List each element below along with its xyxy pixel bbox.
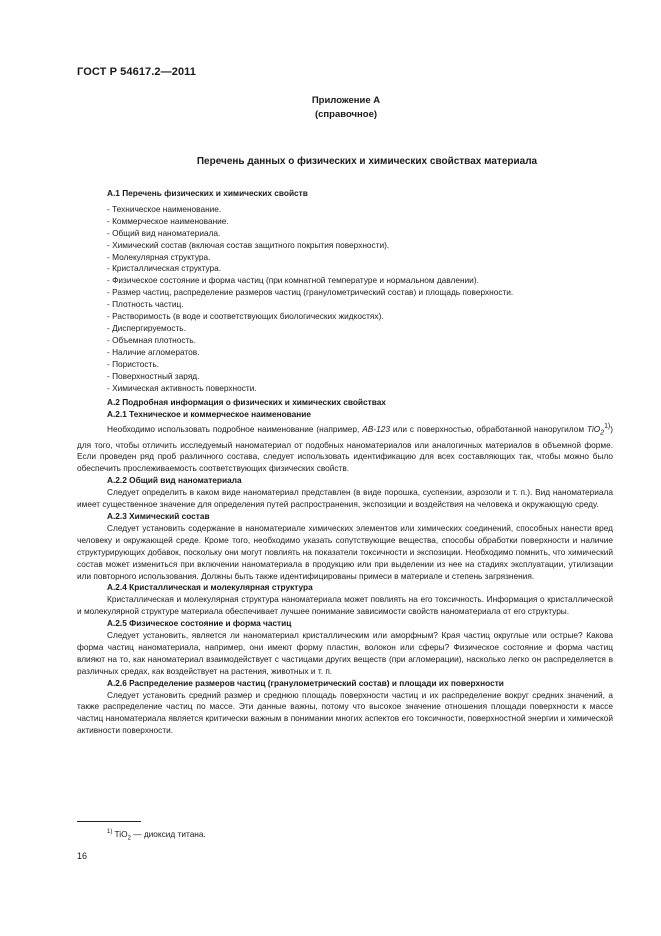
document-code-header: ГОСТ Р 54617.2—2011	[77, 66, 197, 78]
subsection-a21-text	[77, 421, 613, 475]
chemical-formula	[586, 423, 605, 437]
formula-subscript: 2	[127, 835, 131, 842]
list-item: - Кристаллическая структура.	[107, 263, 222, 274]
footnote	[107, 829, 206, 842]
list-item: - Растворимость (в воде и соответствующих биологических жидкостях).	[107, 311, 384, 322]
subsection-a22-text: Следует определить в каком виде наноматериал представлен (в виде порошка, суспензии, аэрозоли и т. п.). Вид наноматериала имеет существенное значение для определения путей распространения, экспозиции и воздействия на человека и окружающую среду.	[77, 487, 613, 510]
list-item: - Наличие агломератов.	[107, 346, 200, 357]
list-item: - Физическое состояние и форма частиц (при комнатной температуре и нормальном давлении).	[107, 275, 479, 286]
footnote-mark: 1)	[107, 829, 113, 836]
list-item: - Молекулярная структура.	[107, 251, 211, 262]
subsection-a23-text: Следует установить содержание в наноматериале химических элементов или химических соединений, способных нанести вред человеку и окружающей среде. Кроме того, необходимо указать сопутствующие вещества, способы обработки поверхности и наличие структурирующих добавок, поскольку они могут повлиять на показатели токсичности и экспозиции. Необходимо помнить, что химический состав может измениться при включении наноматериала в продукцию или при выделении из нее на стадиях эксплуатации, утилизации или повторного использования. Должны быть также идентифицированы примеси в материале и степень загрязнения.	[77, 522, 613, 581]
footnote-text: — диоксид титана.	[130, 829, 206, 839]
list-item: - Химический состав (включая состав защитного покрытия поверхности).	[107, 239, 390, 250]
appendix-label	[300, 94, 392, 122]
subsection-a23-heading: А.2.3 Химический состав	[107, 510, 210, 521]
section-a2-heading: А.2 Подробная информация о физических и химических свойствах	[107, 397, 386, 408]
list-item: - Пористость.	[107, 358, 159, 369]
subsection-a26-heading: А.2.6 Распределение размеров частиц (гранулометрический состав) и площади их поверхности	[107, 677, 504, 688]
footnote-divider	[77, 821, 141, 822]
list-item: - Общий вид наноматериала.	[107, 227, 221, 238]
formula-main: TiO	[114, 829, 128, 839]
subsection-a26-text: Следует установить средний размер и среднюю площадь поверхности частиц и их распределение вокруг средних значений, а также распределение частиц по массе. Эти данные важны, потому что высокое значение отношения площади поверхности к массе частиц наноматериала является критически важным в понимании многих аспектов его токсичности, поверхностной энергии и химической активности поверхности.	[77, 689, 613, 736]
subsection-a24-heading: А.2.4 Кристаллическая и молекулярная структура	[107, 582, 313, 593]
subsection-a25-heading: А.2.5 Физическое состояние и форма частиц	[107, 618, 292, 629]
list-item: - Диспергируемость.	[107, 322, 186, 333]
list-item: - Объемная плотность.	[107, 334, 196, 345]
list-item: - Химическая активность поверхности.	[107, 382, 257, 393]
list-item: - Плотность частиц.	[107, 299, 184, 310]
formula-subscript: 2	[600, 429, 605, 437]
section-a1-heading: А.1 Перечень физических и химических свойств	[107, 188, 308, 198]
subsection-a21-heading: А.2.1 Техническое и коммерческое наименование	[107, 409, 312, 420]
text-fragment: Необходимо использовать подробное наименование (например,	[107, 423, 363, 434]
subsection-a22-heading: А.2.2 Общий вид наноматериала	[107, 475, 242, 486]
page-title: Перечень данных о физических и химических свойствах материала	[196, 156, 538, 167]
formula-main: TiO	[586, 423, 601, 434]
page-number: 16	[77, 851, 88, 861]
appendix-subtitle: (справочное)	[314, 109, 378, 120]
property-list	[77, 204, 613, 395]
list-item: - Коммерческое наименование.	[107, 215, 229, 226]
footnote-reference[interactable]: 1)	[604, 423, 611, 431]
subsection-a24-text: Кристаллическая и молекулярная структура наноматериала может повлиять на его токсичность. Информация о кристаллической и молекулярной структуре материала обеспечивает лучшее понимание зависимости свойств наноматериала от его структуры.	[77, 594, 613, 617]
list-item: - Поверхностный заряд.	[107, 370, 200, 381]
text-fragment: ) для того, чтобы отличить исследуемый наноматериал от подобных наноматериалов или аналогичных материалов в объемной форме. Если проведен ряд проб различного состава, следует использовать идентификацию для всех составляющих так, чтобы можно было обеспечить прослеживаемость соответствующих физических свойств.	[77, 423, 614, 474]
document-body	[77, 186, 613, 737]
example-name: АВ-123	[362, 423, 390, 434]
subsection-a25-text: Следует установить, является ли наноматериал кристаллическим или аморфным? Края частиц округлые или острые? Какова форма частиц наноматериала, например, они имеют форму пластин, волокон или сферы? Физическое состояние и форма частиц влияют на то, как наноматериал взаимодействует с частицами других веществ (при агломерации), насколько легко он распределяется в различных средах, как воздействует на растения, животных и т. п.	[77, 630, 613, 676]
list-item: - Размер частиц, распределение размеров частиц (гранулометрический состав) и площадь поверхности.	[107, 287, 514, 298]
text-fragment: или с поверхностью, обработанной наноругилом	[389, 423, 587, 434]
list-item: - Техническое наименование.	[107, 203, 222, 214]
appendix-title: Приложение А	[311, 95, 381, 106]
